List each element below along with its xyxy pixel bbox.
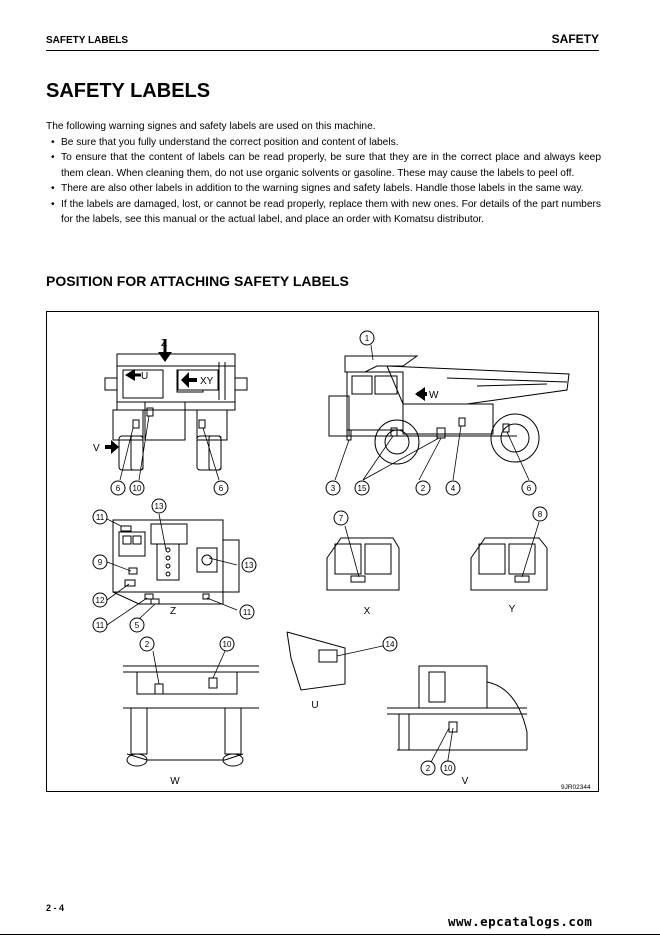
view-label-x: X (363, 606, 371, 617)
callout-v-2: 2 (425, 764, 431, 773)
callout-side-6: 6 (526, 484, 532, 493)
page-title: SAFETY LABELS (46, 80, 211, 102)
callout-z-11c: 11 (242, 608, 252, 617)
side-view-drawing (329, 356, 569, 464)
callout-side-3: 3 (330, 484, 336, 493)
view-label-v: V (461, 776, 469, 787)
arrow-label-xy: XY (200, 376, 214, 387)
arrow-label-z: Z (161, 338, 168, 349)
callout-z-5: 5 (134, 621, 140, 630)
watermark: www.epcatalogs.com (448, 914, 593, 929)
callout-z-12: 12 (95, 596, 105, 605)
bullet-item: • Be sure that you fully understand the correct position and content of labels. (46, 135, 601, 151)
leader-lines (107, 345, 539, 766)
bullet-item: • If the labels are damaged, lost, or cannot be read properly, replace them with new ones. For details of the part numbers for the labels, see this manual or the actual label, and place an order with Komatsu distributor. (46, 197, 601, 228)
callout-z-11a: 11 (95, 513, 105, 522)
arrow-label-w: W (429, 390, 439, 401)
callout-w-10: 10 (222, 640, 232, 649)
front-view-drawing (105, 354, 247, 470)
intro-text: The following warning signes and safety labels are used on this machine. (46, 121, 376, 132)
arrow-label-u: U (141, 371, 149, 382)
callout-side-2: 2 (420, 484, 426, 493)
view-x-drawing (327, 538, 399, 590)
callout-x-7: 7 (338, 514, 344, 523)
callout-front-6a: 6 (115, 484, 121, 493)
view-w-drawing (123, 666, 259, 766)
bullet-item: • To ensure that the content of labels can be read properly, be sure that they are in the correct place and always keep them clean. When cleaning them, do not use organic solvents or gasoline. These may cause the labels to peel off. (46, 150, 601, 181)
header-chapter-title: SAFETY (551, 32, 599, 46)
view-label-z: Z (169, 606, 177, 617)
callout-front-10: 10 (132, 484, 142, 493)
callout-z-13b: 13 (244, 561, 254, 570)
callout-side-4: 4 (450, 484, 456, 493)
intro-section (46, 119, 601, 228)
page-header (46, 30, 599, 51)
callout-w-2: 2 (144, 640, 150, 649)
label-position-figure (46, 311, 599, 792)
view-label-y: Y (508, 604, 516, 615)
header-section-title: SAFETY LABELS (46, 35, 129, 46)
page-number: 2 - 4 (46, 903, 65, 913)
view-y-drawing (471, 538, 547, 590)
callout-numbers (96, 334, 543, 773)
label-diagram (47, 312, 600, 793)
callout-front-6b: 6 (218, 484, 224, 493)
bullet-item: • There are also other labels in addition to the warning signes and safety labels. Handle those labels in the same way. (46, 181, 601, 197)
callout-u-14: 14 (385, 640, 395, 649)
callout-z-9: 9 (97, 558, 103, 567)
footer-divider (0, 934, 660, 935)
callout-side-15: 15 (357, 484, 367, 493)
section-subtitle: POSITION FOR ATTACHING SAFETY LABELS (46, 273, 349, 289)
arrow-label-v: V (93, 443, 100, 454)
figure-code: 9JR02344 (561, 784, 591, 791)
callout-side-1: 1 (364, 334, 370, 343)
callout-z-11b: 11 (95, 621, 105, 630)
callout-v-10: 10 (443, 764, 453, 773)
view-u-drawing (287, 632, 345, 690)
view-z-drawing (113, 520, 239, 604)
view-label-u: U (311, 700, 319, 711)
callout-y-8: 8 (537, 510, 543, 519)
callout-z-13a: 13 (154, 502, 164, 511)
view-label-w: W (170, 776, 180, 787)
bullet-list (46, 135, 601, 228)
view-v-drawing (387, 666, 527, 750)
